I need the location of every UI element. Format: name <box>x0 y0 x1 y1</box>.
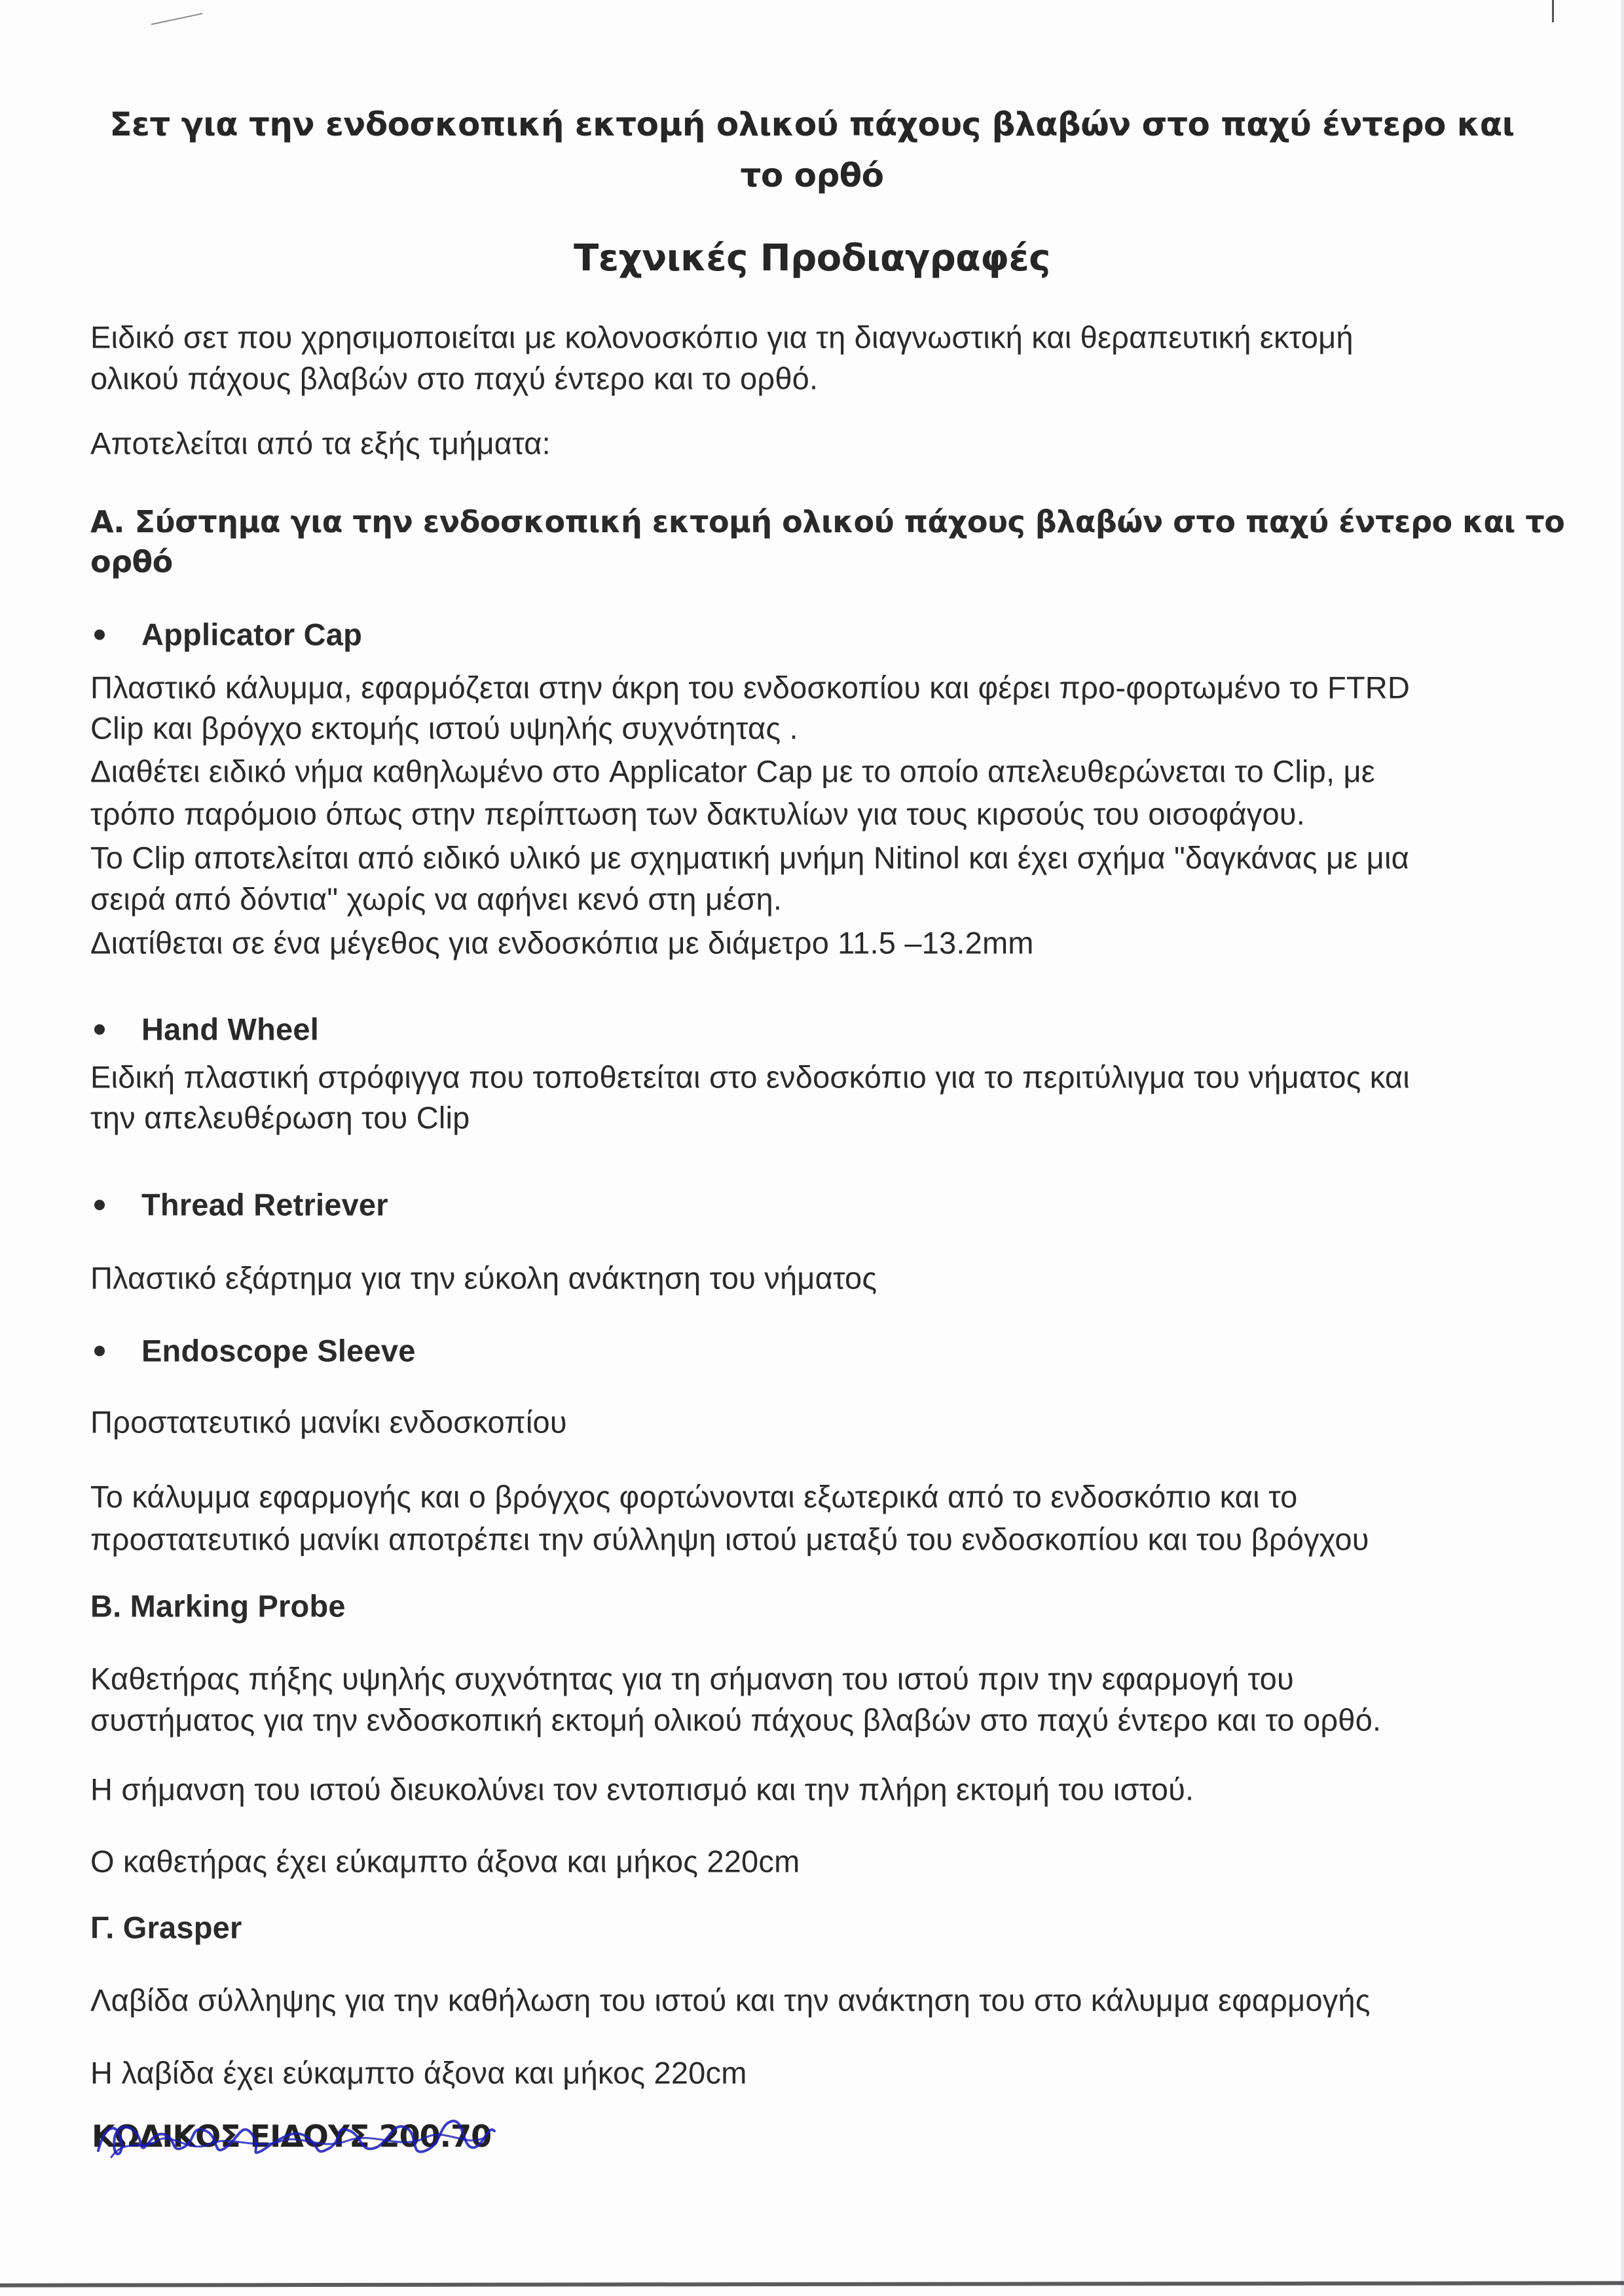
endoscope-sleeve-line-1: Προστατευτικό μανίκι ενδοσκοπίου <box>90 1404 567 1440</box>
applicator-cap-line-4: τρόπο παρόμοιο όπως στην περίπτωση των δακτυλίων για τους κιρσούς του οισοφάγου. <box>90 796 1305 831</box>
page-edge-bottom <box>0 2281 1624 2287</box>
applicator-cap-line-7: Διατίθεται σε ένα μέγεθος για ενδοσκόπια με διάμετρο 11.5 –13.2mm <box>90 925 1034 960</box>
section-b-line-2: συστήματος για την ενδοσκοπική εκτομή ολικού πάχους βλαβών στο παχύ έντερο και το ορθό. <box>90 1702 1382 1738</box>
item-name: Endoscope Sleeve <box>141 1333 416 1368</box>
consists-of-label: Αποτελείται από τα εξής τμήματα: <box>90 426 551 461</box>
item-name: Hand Wheel <box>141 1011 319 1047</box>
section-b-line-4: Ο καθετήρας έχει εύκαμπτο άξονα και μήκος 220cm <box>90 1844 800 1879</box>
item-code-stamp: ΚΩΔΙΚΟΣ ΕΙΔΟΥΣ 200.70 <box>92 2119 492 2154</box>
section-a-note-line-2: προστατευτικό μανίκι αποτρέπει την σύλληψη ιστού μεταξύ του ενδοσκοπίου και του βρόγχου <box>90 1522 1369 1557</box>
page-edge-right <box>1621 0 1624 2296</box>
section-c-heading: Γ. Grasper <box>90 1910 242 1945</box>
applicator-cap-line-6: σειρά από δόντια" χωρίς να αφήνει κενό στη μέση. <box>90 881 783 917</box>
hand-wheel-line-1: Ειδική πλαστική στρόφιγγα που τοποθετείται στο ενδοσκόπιο για το περιτύλιγμα του νήματος και <box>90 1059 1410 1095</box>
pen-scribble-icon <box>85 2111 504 2164</box>
section-b-line-1: Καθετήρας πήξης υψηλής συχνότητας για τη σήμανση του ιστού πριν την εφαρμογή του <box>90 1661 1294 1696</box>
bullet-icon <box>94 629 105 640</box>
bullet-item-applicator-cap <box>90 619 362 650</box>
bullet-icon <box>94 1345 105 1356</box>
bullet-item-thread-retriever <box>90 1187 388 1222</box>
section-c-line-2: Η λαβίδα έχει εύκαμπτο άξονα και μήκος 220cm <box>90 2055 747 2090</box>
bullet-item-endoscope-sleeve <box>90 1333 416 1368</box>
document-title-line-2: το ορθό <box>740 156 884 194</box>
bullet-item-hand-wheel <box>90 1011 319 1047</box>
applicator-cap-line-1: Πλαστικό κάλυμμα, εφαρμόζεται στην άκρη του ενδοσκοπίου και φέρει προ-φορτωμένο το FTRD <box>90 670 1411 705</box>
section-a-heading-line-2: ορθό <box>90 544 173 579</box>
scan-mark-top <box>151 13 203 26</box>
bullet-icon <box>94 1024 105 1034</box>
intro-line-2: ολικού πάχους βλαβών στο παχύ έντερο και το ορθό. <box>90 361 819 396</box>
section-a-note-line-1: Το κάλυμμα εφαρμογής και ο βρόγχος φορτώνονται εξωτερικά από το ενδοσκόπιο και το <box>90 1479 1298 1514</box>
applicator-cap-line-3: Διαθέτει ειδικό νήμα καθηλωμένο στο Applicator Cap με το οποίο απελευθερώνεται το Clip, με <box>90 754 1375 789</box>
section-c-line-1: Λαβίδα σύλληψης για την καθήλωση του ιστού και την ανάκτηση του στο κάλυμμα εφαρμογής <box>90 1982 1371 2018</box>
thread-retriever-line-1: Πλαστικό εξάρτημα για την εύκολη ανάκτηση του νήματος <box>90 1260 877 1296</box>
bullet-icon <box>94 1199 105 1210</box>
item-name: Applicator Cap <box>141 617 363 652</box>
item-name: Thread Retriever <box>141 1187 388 1222</box>
scan-mark-right <box>1552 0 1554 22</box>
applicator-cap-line-2: Clip και βρόγχο εκτομής ιστού υψηλής συχνότητας . <box>90 710 798 746</box>
document-title-line-1: Σετ για την ενδοσκοπική εκτομή ολικού πάχους βλαβών στο παχύ έντερο και <box>109 105 1515 143</box>
section-b-heading: Β. Marking Probe <box>90 1588 346 1624</box>
section-a-heading-line-1: Α. Σύστημα για την ενδοσκοπική εκτομή ολικού πάχους βλαβών στο παχύ έντερο και το <box>90 504 1565 539</box>
intro-line-1: Ειδικό σετ που χρησιμοποιείται με κολονοσκόπιο για τη διαγνωστική και θεραπευτική εκτομή <box>90 319 1354 355</box>
document-subtitle: Τεχνικές Προδιαγραφές <box>574 237 1050 280</box>
hand-wheel-line-2: την απελευθέρωση του Clip <box>90 1100 470 1135</box>
section-b-line-3: Η σήμανση του ιστού διευκολύνει τον εντοπισμό και την πλήρη εκτομή του ιστού. <box>90 1772 1194 1807</box>
applicator-cap-line-5: Το Clip αποτελείται από ειδικό υλικό με σχηματική μνήμη Nitinol και έχει σχήμα "δαγκάνας με μια <box>90 840 1409 875</box>
